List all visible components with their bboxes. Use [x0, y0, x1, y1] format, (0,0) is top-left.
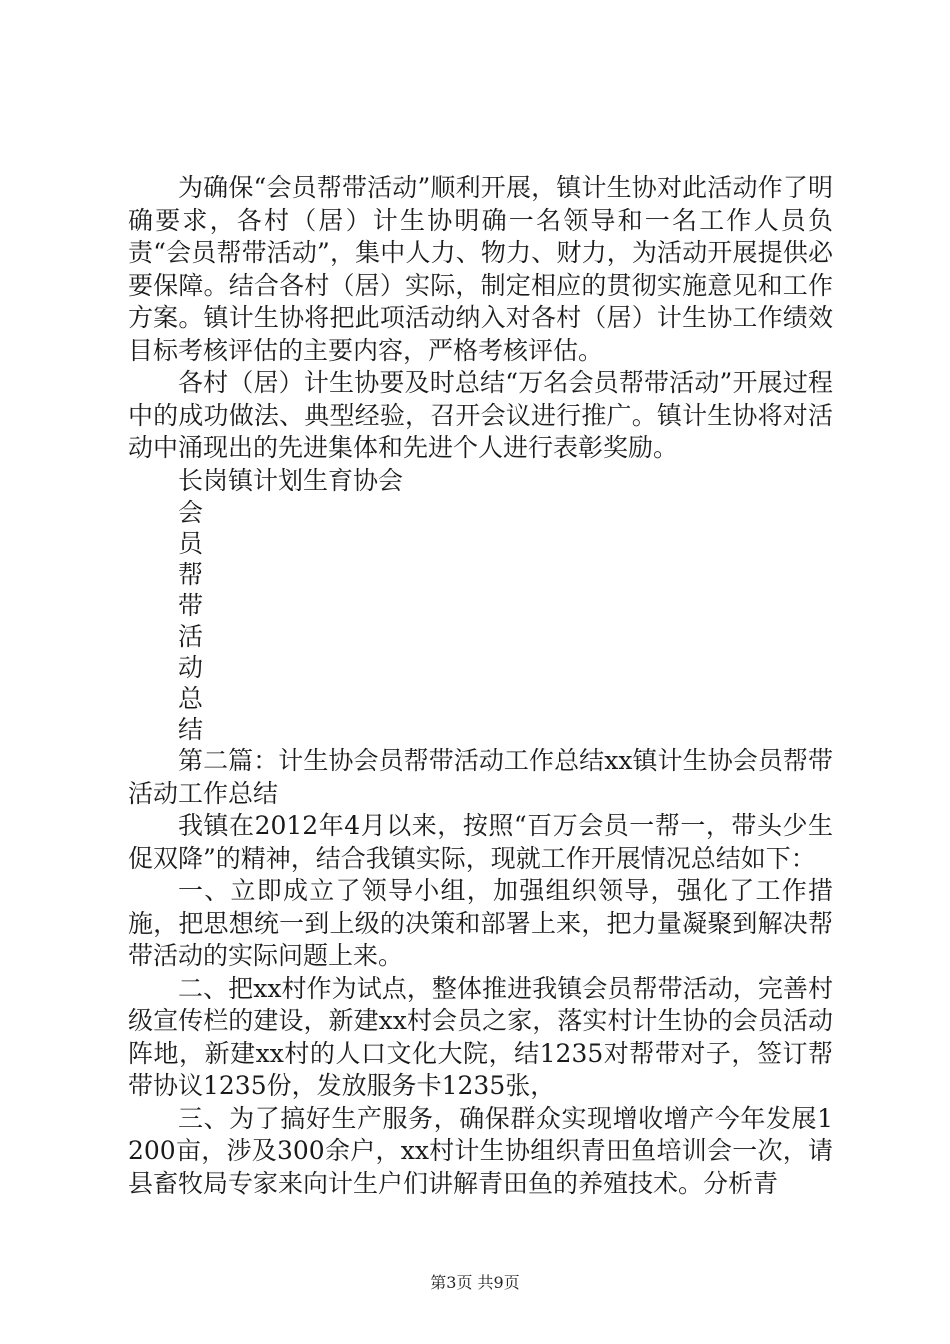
section-heading: 第二篇：计生协会员帮带活动工作总结xx镇计生协会员帮带活动工作总结: [128, 746, 833, 808]
vertical-title-char: 带: [178, 591, 204, 620]
vertical-title-char: 总: [178, 684, 204, 713]
paragraph-intro: 我镇在2012年4月以来，按照“百万会员一帮一，带头少生促双降”的精神，结合我镇实际，现就工作开展情况总结如下：: [128, 811, 833, 873]
paragraph-summary-reward: 各村（居）计生协要及时总结“万名会员帮带活动”开展过程中的成功做法、典型经验，召开会议进行推广。镇计生协将对活动中涌现出的先进集体和先进个人进行表彰奖励。: [128, 368, 833, 462]
vertical-title-char: 会: [178, 498, 204, 527]
signature-organization: 长岗镇计划生育协会: [178, 465, 404, 495]
vertical-title: [128, 497, 833, 745]
vertical-title-char: 结: [178, 715, 204, 744]
vertical-title-char: 员: [178, 529, 204, 558]
vertical-title-char: 帮: [178, 560, 204, 589]
paragraph-requirements: 为确保“会员帮带活动”顺利开展，镇计生协对此活动作了明确要求，各村（居）计生协明确一名领导和一名工作人员负责“会员帮带活动”，集中人力、物力、财力，为活动开展提供必要保障。结合各村（居）实际，制定相应的贯彻实施意见和工作方案。镇计生协将把此项活动纳入对各村（居）计生协工作绩效目标考核评估的主要内容，严格考核评估。: [128, 173, 833, 365]
paragraph-point-2: 二、把xx村作为试点，整体推进我镇会员帮带活动，完善村级宣传栏的建设，新建xx村会员之家，落实村计生协的会员活动阵地，新建xx村的人口文化大院，结1235对帮带对子，签订帮带协议1235份，发放服务卡1235张，: [128, 973, 833, 1100]
paragraph-point-1: 一、立即成立了领导小组，加强组织领导，强化了工作措施，把思想统一到上级的决策和部署上来，把力量凝聚到解决帮带活动的实际问题上来。: [128, 876, 833, 970]
document-body: [128, 172, 833, 1200]
vertical-title-char: 活: [178, 622, 204, 651]
paragraph-point-3: 三、为了搞好生产服务，确保群众实现增收增产今年发展1200亩，涉及300余户，xx村计生协组织青田鱼培训会一次，请县畜牧局专家来向计生户们讲解青田鱼的养殖技术。分析青: [128, 1103, 833, 1198]
vertical-title-char: 动: [178, 653, 204, 682]
page-number-footer: 第3页 共9页: [430, 1273, 520, 1292]
